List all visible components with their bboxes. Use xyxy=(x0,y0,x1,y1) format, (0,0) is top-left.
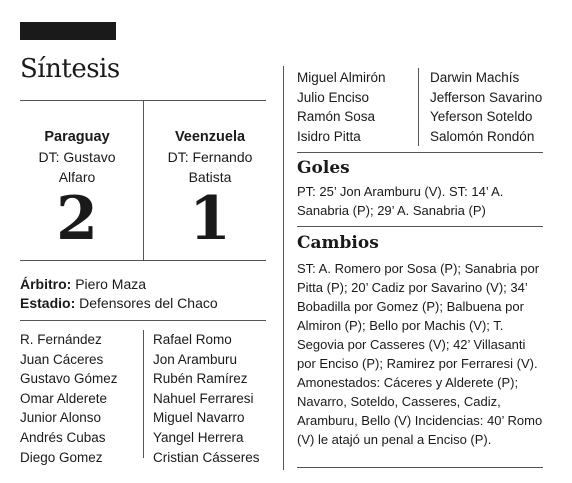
player-name: Cristian Cásseres xyxy=(153,449,260,465)
player-name: R. Fernández xyxy=(20,332,102,347)
player-name: Nahuel Ferraresi xyxy=(153,390,254,406)
score-divider xyxy=(143,100,144,260)
column-divider xyxy=(283,66,284,470)
changes-title: Cambios xyxy=(297,233,379,253)
player-name: Junior Alonso xyxy=(20,410,102,426)
away-lineup-a xyxy=(153,330,260,467)
away-score: 1 xyxy=(189,184,231,254)
away-coach-line1: DT: Fernando xyxy=(167,149,253,165)
player-name: Juan Cáceres xyxy=(20,351,104,367)
player-name: Salomón Rondón xyxy=(430,128,535,144)
divider xyxy=(297,226,543,227)
player-name: Yeferson Soteldo xyxy=(430,109,533,125)
away-lineup-b xyxy=(430,68,542,146)
lineup-divider xyxy=(418,68,419,146)
referee-value: Piero Maza xyxy=(75,276,147,292)
player-name: Miguel Navarro xyxy=(153,410,245,426)
stadium-value: Defensores del Chaco xyxy=(79,295,218,311)
home-lineup-b xyxy=(297,68,386,146)
player-name: Yangel Herrera xyxy=(153,429,244,445)
player-name: Isidro Pitta xyxy=(297,128,361,144)
home-coach-line1: DT: Gustavo xyxy=(38,149,116,165)
divider xyxy=(20,320,266,321)
page-title: Síntesis xyxy=(20,54,120,84)
divider xyxy=(20,260,266,261)
changes-text: ST: A. Romero por Sosa (P); Sanabria por Pitta (P); 20’ Cadiz por Savarino (V); 34’ Bobadilla por Gomez (P); Balbuena por Almiron (P); Bello por Machis (V); T. Segovia por Casseres (V); 42’ Villasanti por Enciso (P); Ramirez por Ferraresi (V). Amonestados: Cáceres y Alderete (P); Navarro, Soteldo, Casseres, Cadiz, Aramburu, Bello (V) Incidencias: 40’ Romo (V) le atajó un penal a Enciso (P). xyxy=(297,261,543,447)
player-name: Jon Aramburu xyxy=(153,351,238,367)
player-name: Jefferson Savarino xyxy=(430,89,543,105)
referee-line xyxy=(20,275,146,293)
player-name: Rubén Ramírez xyxy=(153,371,248,387)
player-name: Rafael Romo xyxy=(153,332,232,347)
goals-text: PT: 25’ Jon Aramburu (V). ST: 14’ A. Sanabria (P); 29’ A. Sanabria (P) xyxy=(297,184,504,218)
home-team-name: Paraguay xyxy=(44,129,110,145)
home-coach xyxy=(17,147,137,187)
home-coach-line2: Alfaro xyxy=(58,169,96,185)
player-name: Darwin Machís xyxy=(430,70,520,85)
player-name: Andrés Cubas xyxy=(20,429,106,445)
goals-title: Goles xyxy=(297,158,350,178)
away-coach-line2: Batista xyxy=(188,169,232,185)
away-team-name: Veenzuela xyxy=(174,129,246,145)
home-lineup-a xyxy=(20,330,118,467)
lineup-divider xyxy=(143,330,144,458)
player-name: Omar Alderete xyxy=(20,390,108,406)
stadium-line xyxy=(20,294,218,312)
player-name: Gustavo Gómez xyxy=(20,371,118,387)
divider xyxy=(297,467,543,468)
player-name: Ramón Sosa xyxy=(297,109,376,125)
divider xyxy=(297,152,543,153)
player-name: Julio Enciso xyxy=(297,89,370,105)
away-coach xyxy=(150,147,270,187)
stadium-label: Estadio: xyxy=(20,295,76,311)
player-name: Miguel Almirón xyxy=(297,70,386,85)
player-name: Diego Gomez xyxy=(20,449,103,465)
home-team xyxy=(17,128,137,187)
header-bar xyxy=(20,22,116,40)
referee-label: Árbitro: xyxy=(20,276,72,292)
away-team xyxy=(150,128,270,187)
home-score: 2 xyxy=(56,184,98,254)
